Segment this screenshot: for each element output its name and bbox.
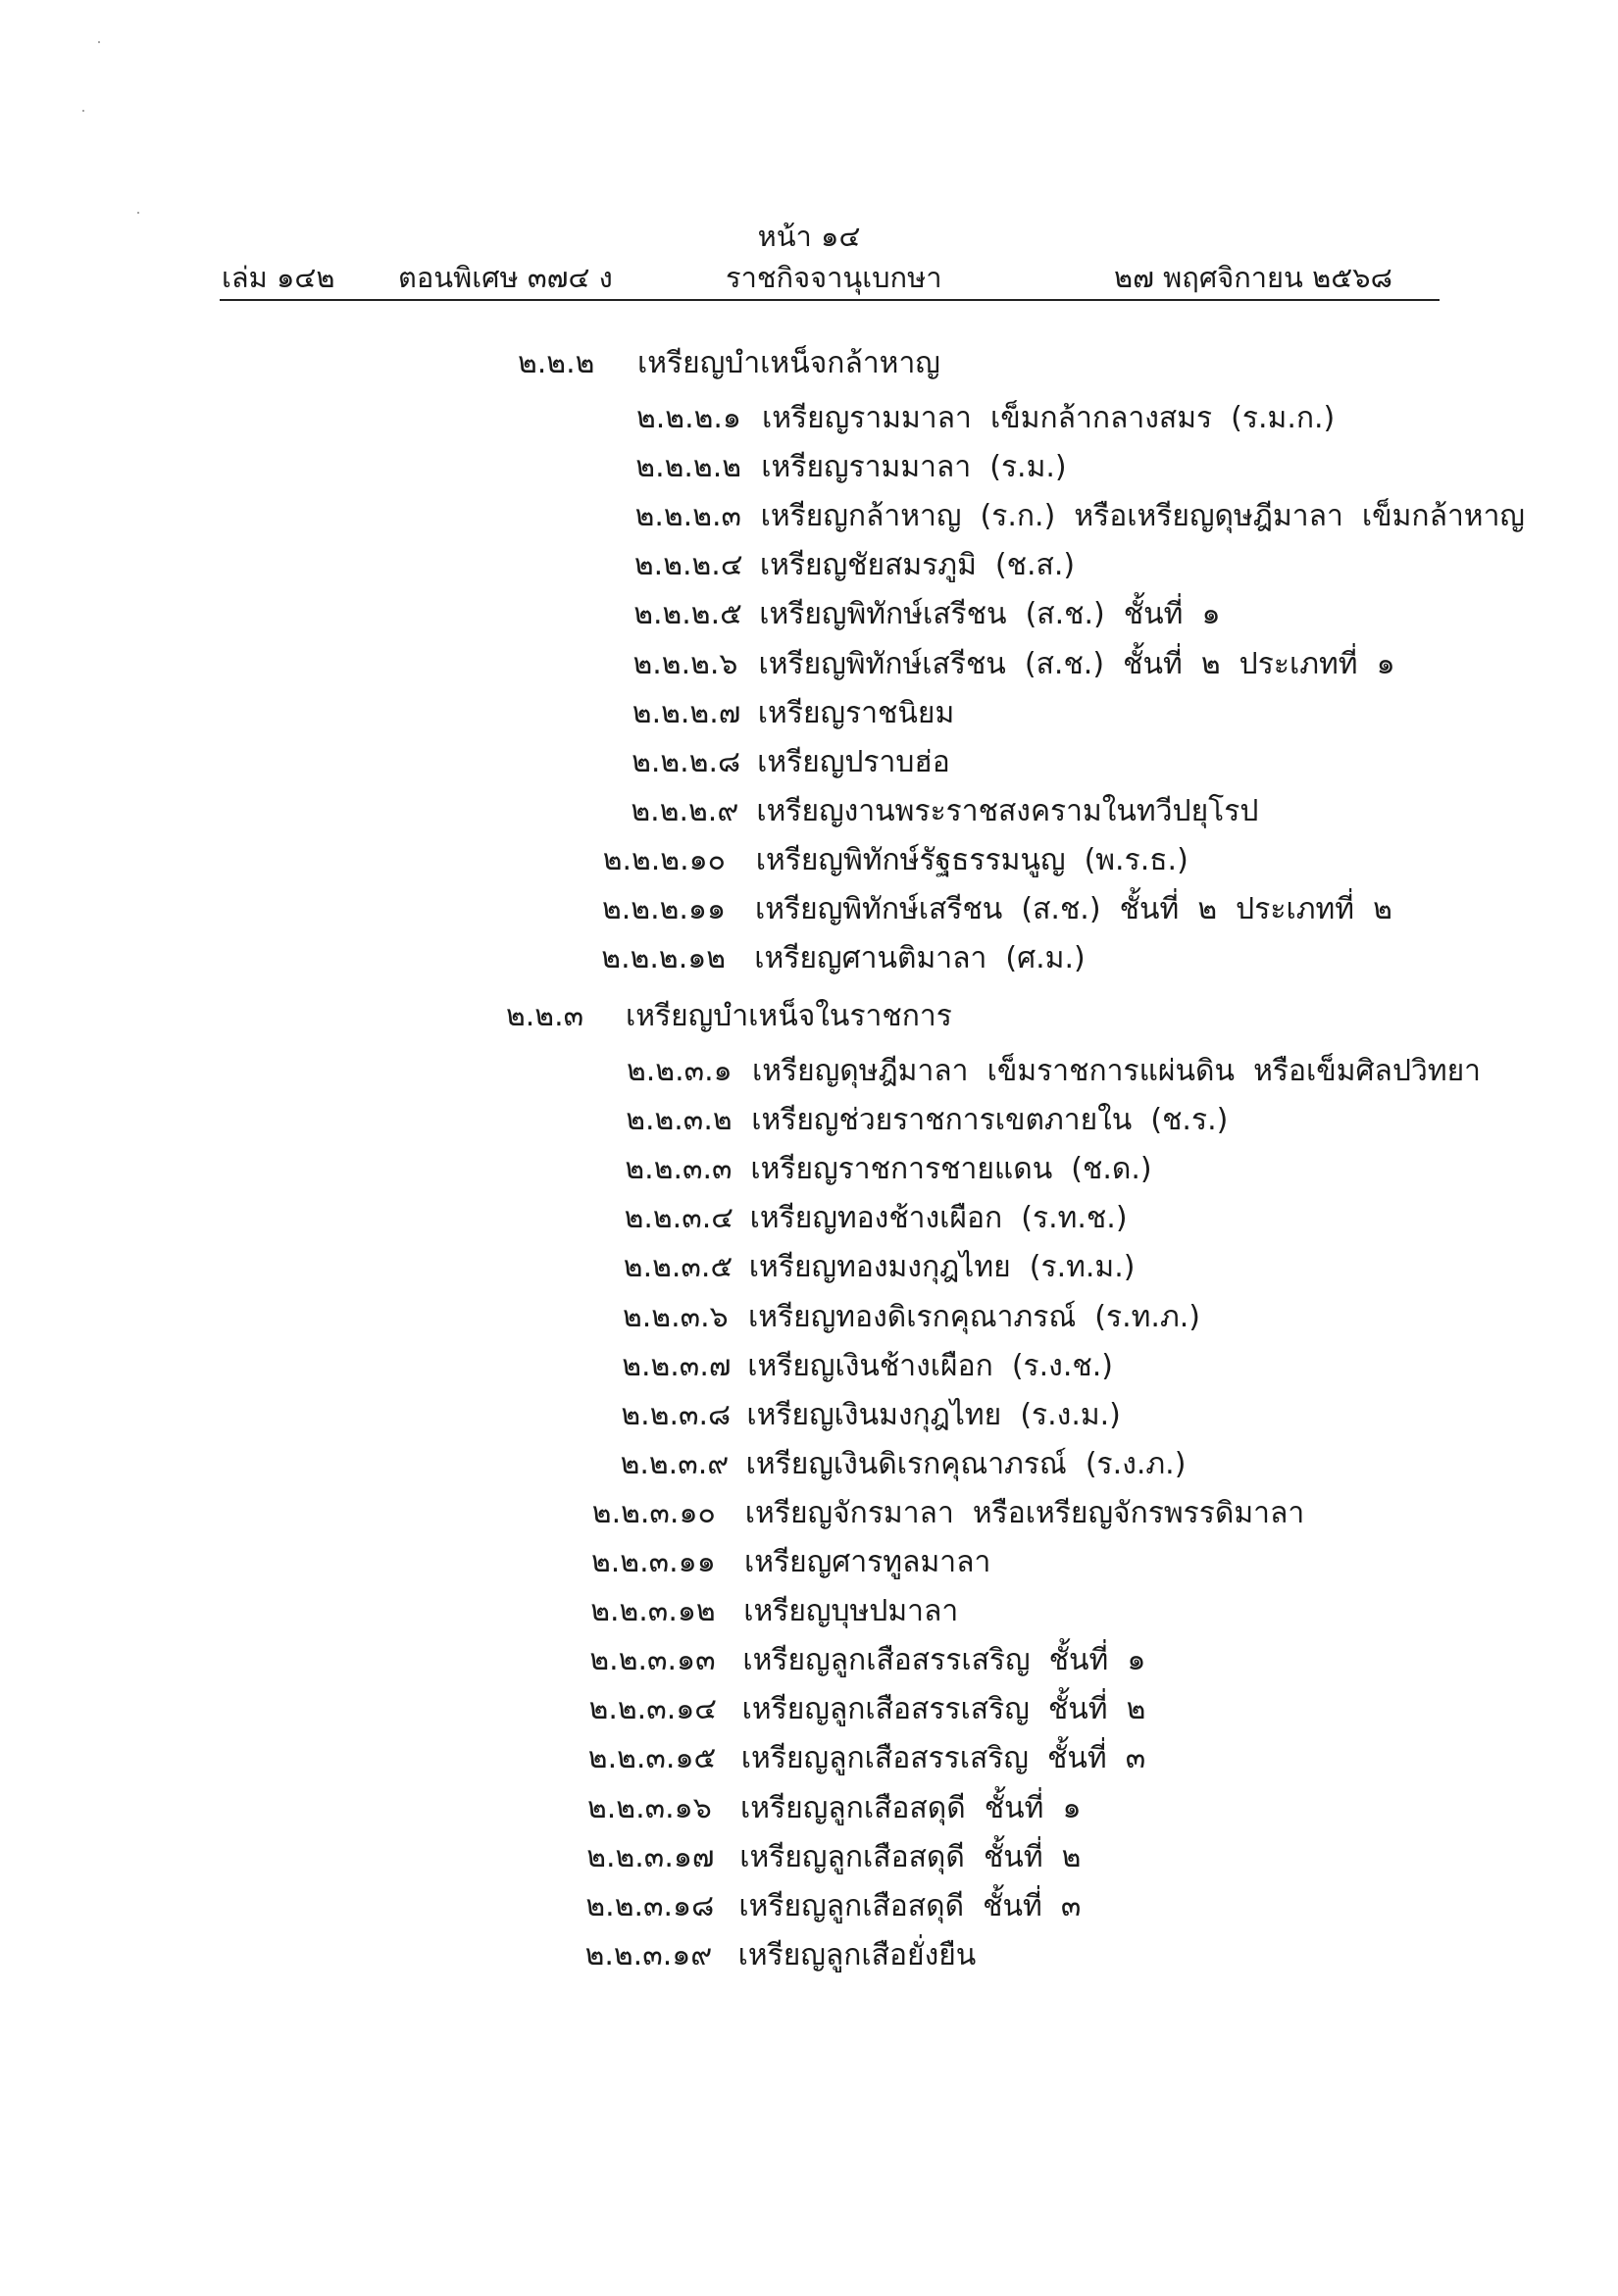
item-text: เหรียญดุษฎีมาลา เข็มราชการแผ่นดิน หรือเข็มศิลปวิทยา: [752, 1054, 1482, 1088]
volume-label: เล่ม ๑๔๒: [222, 261, 335, 294]
item-number: ๒.๒.๒.๑๑: [602, 892, 727, 926]
item-number: ๒.๒.๓.๑๔: [588, 1692, 718, 1727]
list-item: [625, 1195, 1128, 1238]
issue-date: ๒๗ พฤศจิกายน ๒๕๖๘: [1114, 261, 1392, 294]
item-text: เหรียญลูกเสือสรรเสริญ ชั้นที่ ๒: [741, 1692, 1146, 1727]
item-number: ๒.๒.๓.๔: [624, 1201, 733, 1236]
item-number: ๒.๒.๒.๘: [632, 744, 741, 779]
item-text: เหรียญลูกเสือสรรเสริญ ชั้นที่ ๑: [742, 1643, 1146, 1678]
list-item: [627, 1048, 1481, 1091]
item-number: ๒.๒.๒.๕: [633, 597, 742, 632]
item-number: ๒.๒.๓.๑๕: [587, 1741, 717, 1776]
item-number: ๒.๒.๓.๑๓: [589, 1643, 716, 1678]
item-text: เหรียญปราบฮ่อ: [757, 744, 950, 779]
item-text: เหรียญกล้าหาญ (ร.ก.) หรือเหรียญดุษฎีมาลา เข็มกล้าหาญ: [760, 499, 1525, 534]
list-item: [635, 444, 1066, 487]
item-number: ๒.๒.๓.๙: [620, 1446, 730, 1481]
item-text: เหรียญชัยสมรภูมิ (ช.ส.): [759, 548, 1076, 583]
item-text: เหรียญรามมาลา เข็มกล้ากลางสมร (ร.ม.ก.): [762, 401, 1336, 435]
list-item: [621, 1392, 1121, 1435]
section-heading: [518, 340, 940, 383]
list-item: [588, 1735, 1146, 1778]
section-title: เหรียญบำเหน็จกล้าหาญ: [637, 346, 940, 380]
item-text: เหรียญพิทักษ์เสรีชน (ส.ช.) ชั้นที่ ๑: [759, 597, 1221, 632]
list-item: [626, 1097, 1228, 1140]
item-text: เหรียญทองช้างเผือก (ร.ท.ช.): [749, 1201, 1128, 1236]
item-number: ๒.๒.๓.๑๘: [585, 1888, 715, 1923]
list-item: [622, 1343, 1113, 1386]
section-number: ๒.๒.๒: [518, 346, 595, 380]
list-item: [621, 1441, 1187, 1484]
list-item: [585, 1932, 977, 1975]
item-number: ๒.๒.๓.๑: [627, 1054, 733, 1088]
item-number: ๒.๒.๓.๑๑: [591, 1545, 716, 1579]
issue-label: ตอนพิเศษ ๓๗๔ ง: [398, 261, 613, 294]
item-number: ๒.๒.๒.๒: [635, 450, 742, 485]
item-number: ๒.๒.๒.๙: [631, 793, 739, 828]
item-text: เหรียญทองดิเรกคุณาภรณ์ (ร.ท.ภ.): [748, 1299, 1200, 1334]
item-text: เหรียญเงินช้างเผือก (ร.ง.ช.): [747, 1348, 1113, 1383]
list-item: [625, 1146, 1151, 1189]
list-item: [635, 493, 1525, 536]
running-header: [222, 255, 1438, 300]
list-item: [587, 1785, 1082, 1828]
item-text: เหรียญพิทักษ์เสรีชน (ส.ช.) ชั้นที่ ๒ ประเภทที่ ๒: [755, 892, 1392, 926]
list-item: [624, 1244, 1136, 1287]
list-item: [591, 1539, 990, 1582]
item-text: เหรียญลูกเสือสดุดี ชั้นที่ ๓: [738, 1888, 1082, 1923]
list-item: [603, 837, 1188, 880]
item-text: เหรียญพิทักษ์เสรีชน (ส.ช.) ชั้นที่ ๒ ประเภทที่ ๑: [758, 646, 1395, 681]
item-text: เหรียญบุษปมาลา: [743, 1594, 959, 1629]
item-number: ๒.๒.๓.๑๒: [590, 1594, 716, 1629]
item-text: เหรียญรามมาลา (ร.ม.): [761, 450, 1067, 485]
item-text: เหรียญลูกเสือยั่งยืน: [737, 1937, 977, 1972]
item-number: ๒.๒.๒.๑๐: [602, 842, 726, 877]
section-title: เหรียญบำเหน็จในราชการ: [626, 999, 952, 1033]
item-number: ๒.๒.๒.๓: [634, 499, 742, 534]
item-text: เหรียญงานพระราชสงครามในทวีปยุโรป: [756, 793, 1259, 828]
list-item: [632, 690, 954, 733]
list-item: [631, 788, 1258, 831]
header-rule: [220, 299, 1440, 301]
item-number: ๒.๒.๒.๖: [632, 646, 738, 681]
list-item: [636, 395, 1335, 438]
list-item: [589, 1686, 1146, 1729]
item-text: เหรียญจักรมาลา หรือเหรียญจักรพรรดิมาลา: [744, 1495, 1305, 1530]
scan-speck: [98, 41, 100, 43]
section-heading: [506, 993, 952, 1036]
item-text: เหรียญศานติมาลา (ศ.ม.): [754, 941, 1086, 976]
item-number: ๒.๒.๓.๖: [623, 1299, 729, 1334]
item-number: ๒.๒.๓.๘: [621, 1397, 732, 1432]
item-text: เหรียญเงินดิเรกคุณาภรณ์ (ร.ง.ภ.): [745, 1446, 1187, 1481]
item-number: ๒.๒.๓.๕: [623, 1250, 733, 1285]
item-number: ๒.๒.๓.๑๗: [586, 1839, 715, 1874]
page-number: หน้า ๑๔: [757, 220, 861, 253]
item-text: เหรียญทองมงกุฎไทย (ร.ท.ม.): [748, 1250, 1136, 1285]
item-number: ๒.๒.๓.๑๖: [587, 1790, 712, 1825]
item-text: เหรียญเงินมงกุฎไทย (ร.ง.ม.): [746, 1397, 1121, 1432]
item-number: ๒.๒.๓.๓: [625, 1152, 733, 1187]
gazette-name: ราชกิจจานุเบกษา: [726, 261, 942, 294]
item-text: เหรียญลูกเสือสรรเสริญ ชั้นที่ ๓: [740, 1741, 1146, 1776]
item-text: เหรียญช่วยราชการเขตภายใน (ช.ร.): [751, 1103, 1229, 1138]
item-text: เหรียญราชนิยม: [757, 695, 955, 730]
item-number: ๒.๒.๒.๔: [633, 548, 743, 583]
list-item: [590, 1588, 958, 1631]
list-item: [585, 1883, 1081, 1926]
list-item: [592, 1490, 1304, 1533]
item-number: ๒.๒.๓.๒: [626, 1103, 733, 1138]
item-text: เหรียญราชการชายแดน (ช.ด.): [750, 1152, 1152, 1187]
item-text: เหรียญลูกเสือสดุดี ชั้นที่ ๑: [740, 1790, 1082, 1825]
item-number: ๒.๒.๒.๑๒: [601, 941, 727, 976]
item-number: ๒.๒.๓.๑๙: [584, 1937, 713, 1972]
list-item: [602, 886, 1392, 929]
scan-speck: [82, 110, 84, 112]
item-text: เหรียญศารทูลมาลา: [744, 1545, 991, 1579]
list-item: [632, 739, 950, 782]
list-item: [634, 542, 1075, 585]
list-item: [601, 935, 1085, 978]
item-number: ๒.๒.๒.๑: [636, 401, 741, 435]
item-number: ๒.๒.๓.๑๐: [591, 1495, 716, 1530]
item-text: เหรียญพิทักษ์รัฐธรรมนูญ (พ.ร.ธ.): [755, 842, 1188, 877]
list-item: [586, 1834, 1081, 1877]
list-item: [633, 591, 1220, 634]
item-number: ๒.๒.๒.๗: [632, 695, 741, 730]
list-item: [589, 1637, 1145, 1680]
item-text: เหรียญลูกเสือสดุดี ชั้นที่ ๒: [739, 1839, 1082, 1874]
list-item: [633, 641, 1395, 684]
list-item: [623, 1294, 1200, 1337]
section-number: ๒.๒.๓: [506, 999, 584, 1033]
item-number: ๒.๒.๓.๗: [622, 1348, 732, 1383]
